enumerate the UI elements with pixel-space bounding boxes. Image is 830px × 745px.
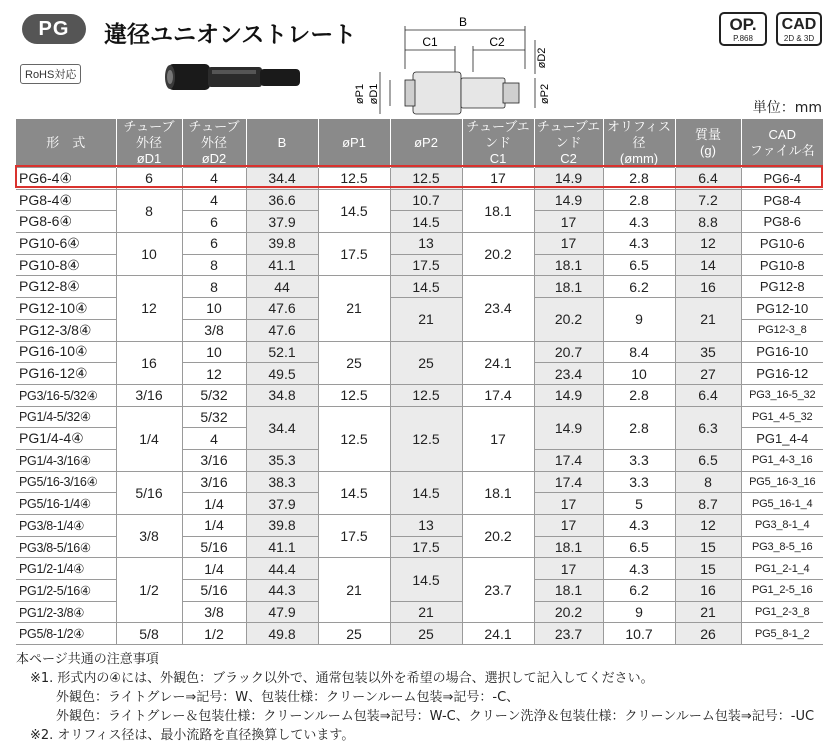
cell-c2: 14.9 — [534, 189, 603, 211]
cell-cad[interactable]: PG5_16-1_4 — [741, 493, 823, 515]
cell-model: PG16-10④ — [16, 341, 116, 363]
cell-orifice: 8.4 — [603, 341, 675, 363]
cell-mass: 35 — [675, 341, 741, 363]
cell-d2: 10 — [182, 341, 246, 363]
cell-c2: 17 — [534, 558, 603, 580]
product-photo — [160, 50, 310, 100]
cell-d2: 3/16 — [182, 471, 246, 493]
cell-c2: 17.4 — [534, 471, 603, 493]
table-row — [16, 406, 823, 428]
cell-d1: 1/4 — [116, 406, 182, 471]
cell-p2: 14.5 — [390, 276, 462, 298]
cell-cad[interactable]: PG3_8-5_16 — [741, 536, 823, 558]
cell-c1: 24.1 — [462, 341, 534, 384]
col-header-d1: チューブ外径 øD1 — [116, 119, 182, 168]
cell-orifice: 3.3 — [603, 471, 675, 493]
cell-model: PG6-4④ — [16, 168, 116, 190]
diagram-label-p2: øP2 — [539, 83, 551, 105]
note-1a: 外観色：ライトグレー⇒記号：W、包装仕様：クリーンルーム包装⇒記号：-C、 — [56, 690, 520, 705]
cell-orifice: 4.3 — [603, 211, 675, 233]
cell-cad[interactable]: PG12-3_8 — [741, 319, 823, 341]
col-header-p1: øP1 — [318, 119, 390, 168]
cell-p2: 10.7 — [390, 189, 462, 211]
cell-c2: 20.2 — [534, 601, 603, 623]
cell-p1: 12.5 — [318, 384, 390, 406]
cell-cad[interactable]: PG5_16-3_16 — [741, 471, 823, 493]
cell-mass: 8.7 — [675, 493, 741, 515]
cell-d2: 4 — [182, 168, 246, 190]
diagram-label-d2: øD2 — [536, 47, 548, 69]
cell-model: PG5/16-1/4④ — [16, 493, 116, 515]
cell-b: 41.1 — [246, 536, 318, 558]
cell-orifice: 6.2 — [603, 580, 675, 602]
col-header-orifice: オリフィス径 (ømm) — [603, 119, 675, 168]
cell-c2: 18.1 — [534, 254, 603, 276]
cell-cad[interactable]: PG6-4 — [741, 168, 823, 190]
cell-d2: 4 — [182, 428, 246, 450]
note-1b: 外観色：ライトグレー＆包装仕様：クリーンルーム包装⇒記号：W-C、クリーン洗浄＆包装仕様：クリーンルーム包装⇒記号：-UC — [56, 709, 815, 724]
table-row — [16, 276, 823, 298]
cell-c2: 18.1 — [534, 276, 603, 298]
unit-label: 単位：mm — [752, 100, 822, 116]
diagram-label-d1: øD1 — [368, 83, 380, 105]
cell-c2: 17 — [534, 493, 603, 515]
cell-d1: 16 — [116, 341, 182, 384]
cell-orifice: 10 — [603, 363, 675, 385]
diagram-label-c2: C2 — [489, 35, 505, 49]
cell-mass: 27 — [675, 363, 741, 385]
cell-b: 37.9 — [246, 493, 318, 515]
cell-b: 44.4 — [246, 558, 318, 580]
cell-cad[interactable]: PG1_4-4 — [741, 428, 823, 450]
cell-d2: 8 — [182, 254, 246, 276]
cell-model: PG3/8-1/4④ — [16, 515, 116, 537]
cell-d1: 10 — [116, 233, 182, 276]
cell-d2: 5/16 — [182, 536, 246, 558]
cell-mass: 16 — [675, 276, 741, 298]
cell-d2: 10 — [182, 298, 246, 320]
cell-orifice: 2.8 — [603, 384, 675, 406]
cell-c2: 17 — [534, 515, 603, 537]
cell-orifice: 6.2 — [603, 276, 675, 298]
cad-badge[interactable] — [776, 12, 822, 46]
cell-cad[interactable]: PG8-4 — [741, 189, 823, 211]
cell-p2: 14.5 — [390, 471, 462, 514]
cell-b: 47.9 — [246, 601, 318, 623]
cell-b: 34.4 — [246, 168, 318, 190]
cell-cad[interactable]: PG16-12 — [741, 363, 823, 385]
table-row — [16, 233, 823, 255]
col-header-p2: øP2 — [390, 119, 462, 168]
cell-d2: 6 — [182, 211, 246, 233]
cell-d2: 5/32 — [182, 384, 246, 406]
cell-b: 36.6 — [246, 189, 318, 211]
cell-d2: 1/4 — [182, 515, 246, 537]
cell-d2: 3/8 — [182, 601, 246, 623]
col-header-mass: 質量 (g) — [675, 119, 741, 168]
cell-p2: 13 — [390, 515, 462, 537]
cell-p2: 21 — [390, 601, 462, 623]
cell-mass: 14 — [675, 254, 741, 276]
cell-model: PG8-4④ — [16, 189, 116, 211]
cell-p1: 25 — [318, 341, 390, 384]
cell-c2: 18.1 — [534, 580, 603, 602]
cell-p2: 17.5 — [390, 254, 462, 276]
note-2: ※2. オリフィス径は、最小流路を直径換算しています。 — [30, 728, 355, 743]
cell-p2: 25 — [390, 341, 462, 384]
cell-mass: 8 — [675, 471, 741, 493]
cell-d2: 5/16 — [182, 580, 246, 602]
cell-d2: 1/4 — [182, 493, 246, 515]
cell-mass: 15 — [675, 558, 741, 580]
cell-model: PG1/2-5/16④ — [16, 580, 116, 602]
cell-model: PG5/8-1/2④ — [16, 623, 116, 645]
cell-d2: 12 — [182, 363, 246, 385]
cell-model: PG1/4-5/32④ — [16, 406, 116, 428]
cell-p2: 13 — [390, 233, 462, 255]
cell-orifice: 6.5 — [603, 536, 675, 558]
cell-cad[interactable]: PG1_2-3_8 — [741, 601, 823, 623]
cell-model: PG5/16-3/16④ — [16, 471, 116, 493]
cell-d1: 3/16 — [116, 384, 182, 406]
op-label: OP. — [729, 15, 757, 34]
cell-model: PG10-8④ — [16, 254, 116, 276]
cell-b: 39.8 — [246, 515, 318, 537]
cell-mass: 7.2 — [675, 189, 741, 211]
cell-p1: 21 — [318, 276, 390, 341]
cell-c1: 23.7 — [462, 558, 534, 623]
cell-d1: 8 — [116, 189, 182, 232]
table-row — [16, 384, 823, 406]
cell-d1: 12 — [116, 276, 182, 341]
cell-c1: 18.1 — [462, 189, 534, 232]
cell-cad[interactable]: PG16-10 — [741, 341, 823, 363]
cell-p2: 12.5 — [390, 406, 462, 471]
cell-model: PG12-8④ — [16, 276, 116, 298]
cell-d2: 3/8 — [182, 319, 246, 341]
cell-p1: 17.5 — [318, 233, 390, 276]
notes-section — [16, 650, 814, 745]
cell-c2: 17 — [534, 233, 603, 255]
col-header-d2: チューブ外径 øD2 — [182, 119, 246, 168]
table-row — [16, 515, 823, 537]
cell-c1: 23.4 — [462, 276, 534, 341]
cell-mass: 26 — [675, 623, 741, 645]
op-page: P.868 — [733, 34, 753, 43]
cell-c1: 20.2 — [462, 515, 534, 558]
cell-p2: 14.5 — [390, 558, 462, 601]
cell-b: 44.3 — [246, 580, 318, 602]
cell-p2: 25 — [390, 623, 462, 645]
dimension-diagram — [345, 14, 555, 124]
cell-orifice: 9 — [603, 601, 675, 623]
cell-model: PG3/16-5/32④ — [16, 384, 116, 406]
cell-c2: 18.1 — [534, 536, 603, 558]
cell-p2: 14.5 — [390, 211, 462, 233]
page-title: 違径ユニオンストレート — [104, 22, 357, 48]
cell-orifice: 5 — [603, 493, 675, 515]
notes-heading: 本ページ共通の注意事項 — [16, 652, 159, 667]
cell-b: 41.1 — [246, 254, 318, 276]
cell-cad[interactable]: PG3_8-1_4 — [741, 515, 823, 537]
cell-orifice: 2.8 — [603, 406, 675, 449]
cell-b: 35.3 — [246, 449, 318, 471]
cell-mass: 21 — [675, 601, 741, 623]
cell-model: PG1/4-4④ — [16, 428, 116, 450]
cell-b: 52.1 — [246, 341, 318, 363]
cell-c1: 20.2 — [462, 233, 534, 276]
cell-cad[interactable]: PG3_16-5_32 — [741, 384, 823, 406]
cad-label: CAD — [781, 16, 817, 33]
cell-model: PG1/2-1/4④ — [16, 558, 116, 580]
cell-model: PG3/8-5/16④ — [16, 536, 116, 558]
cell-d2: 1/2 — [182, 623, 246, 645]
cell-d2: 4 — [182, 189, 246, 211]
cell-orifice: 4.3 — [603, 233, 675, 255]
cell-orifice: 4.3 — [603, 515, 675, 537]
cell-mass: 12 — [675, 233, 741, 255]
cell-model: PG8-6④ — [16, 211, 116, 233]
cell-c2: 20.7 — [534, 341, 603, 363]
cell-c2: 14.9 — [534, 384, 603, 406]
cell-p1: 12.5 — [318, 168, 390, 190]
col-header-c2: チューブエンド C2 — [534, 119, 603, 168]
cell-b: 47.6 — [246, 319, 318, 341]
cell-b: 49.5 — [246, 363, 318, 385]
cell-c2: 23.7 — [534, 623, 603, 645]
table-row — [16, 341, 823, 363]
cell-model: PG12-10④ — [16, 298, 116, 320]
cell-c2: 14.9 — [534, 168, 603, 190]
cell-cad[interactable]: PG10-6 — [741, 233, 823, 255]
cell-cad[interactable]: PG12-10 — [741, 298, 823, 320]
cell-p2: 17.5 — [390, 536, 462, 558]
cell-p1: 17.5 — [318, 515, 390, 558]
cell-mass: 6.4 — [675, 168, 741, 190]
cell-p1: 14.5 — [318, 471, 390, 514]
cell-d1: 5/16 — [116, 471, 182, 514]
table-row — [16, 471, 823, 493]
cell-model: PG1/2-3/8④ — [16, 601, 116, 623]
table-row — [16, 623, 823, 645]
col-header-cad: CAD ファイル名 — [741, 119, 823, 168]
cell-p2: 12.5 — [390, 384, 462, 406]
cell-d2: 6 — [182, 233, 246, 255]
cell-mass: 21 — [675, 298, 741, 341]
cell-mass: 12 — [675, 515, 741, 537]
diagram-label-c1: C1 — [422, 35, 438, 49]
cell-orifice: 6.5 — [603, 254, 675, 276]
cell-p1: 25 — [318, 623, 390, 645]
cell-d2: 3/16 — [182, 449, 246, 471]
cell-orifice: 2.8 — [603, 168, 675, 190]
cell-model: PG16-12④ — [16, 363, 116, 385]
cell-c1: 17.4 — [462, 384, 534, 406]
diagram-label-p1: øP1 — [354, 83, 366, 105]
spec-table — [16, 119, 823, 645]
table-row — [16, 168, 823, 190]
cell-orifice: 10.7 — [603, 623, 675, 645]
cell-model: PG12-3/8④ — [16, 319, 116, 341]
cell-cad[interactable]: PG12-8 — [741, 276, 823, 298]
cell-orifice: 9 — [603, 298, 675, 341]
cell-d1: 1/2 — [116, 558, 182, 623]
cell-c1: 18.1 — [462, 471, 534, 514]
cad-sub: 2D & 3D — [783, 34, 815, 43]
cell-c2: 17 — [534, 211, 603, 233]
cell-p1: 21 — [318, 558, 390, 623]
table-row — [16, 189, 823, 211]
cell-b: 49.8 — [246, 623, 318, 645]
cell-b: 34.8 — [246, 384, 318, 406]
diagram-label-b: B — [458, 15, 468, 29]
cell-cad[interactable]: PG1_2-5_16 — [741, 580, 823, 602]
cell-orifice: 2.8 — [603, 189, 675, 211]
note-1: ※1. 形式内の④には、外観色：ブラック以外で、通常包装以外を希望の場合、選択して記入してください。 — [30, 671, 654, 686]
cell-cad[interactable]: PG5_8-1_2 — [741, 623, 823, 645]
cell-b: 37.9 — [246, 211, 318, 233]
cell-mass: 6.4 — [675, 384, 741, 406]
cell-c2: 20.2 — [534, 298, 603, 341]
cell-b: 39.8 — [246, 233, 318, 255]
cell-orifice: 4.3 — [603, 558, 675, 580]
cell-b: 34.4 — [246, 406, 318, 449]
cell-mass: 6.5 — [675, 449, 741, 471]
cell-mass: 6.3 — [675, 406, 741, 449]
series-badge: PG — [22, 14, 86, 44]
cell-c1: 17 — [462, 406, 534, 471]
op-page-badge[interactable] — [719, 12, 767, 46]
cell-d1: 6 — [116, 168, 182, 190]
cell-b: 47.6 — [246, 298, 318, 320]
cell-c2: 23.4 — [534, 363, 603, 385]
cell-d2: 5/32 — [182, 406, 246, 428]
table-row — [16, 558, 823, 580]
cell-c2: 17.4 — [534, 449, 603, 471]
cell-mass: 8.8 — [675, 211, 741, 233]
cell-d1: 3/8 — [116, 515, 182, 558]
cell-model: PG10-6④ — [16, 233, 116, 255]
cell-b: 38.3 — [246, 471, 318, 493]
table-header-row — [16, 119, 823, 168]
cell-d2: 1/4 — [182, 558, 246, 580]
col-header-model: 形 式 — [16, 119, 116, 168]
cell-cad[interactable]: PG8-6 — [741, 211, 823, 233]
cell-cad[interactable]: PG10-8 — [741, 254, 823, 276]
cell-cad[interactable]: PG1_4-3_16 — [741, 449, 823, 471]
cell-c1: 24.1 — [462, 623, 534, 645]
col-header-c1: チューブエンド C1 — [462, 119, 534, 168]
cell-model: PG1/4-3/16④ — [16, 449, 116, 471]
cell-p2: 21 — [390, 298, 462, 341]
col-header-b: B — [246, 119, 318, 168]
cell-c2: 14.9 — [534, 406, 603, 449]
cell-cad[interactable]: PG1_4-5_32 — [741, 406, 823, 428]
cell-cad[interactable]: PG1_2-1_4 — [741, 558, 823, 580]
cell-mass: 15 — [675, 536, 741, 558]
cell-d2: 8 — [182, 276, 246, 298]
cell-c1: 17 — [462, 168, 534, 190]
cell-b: 44 — [246, 276, 318, 298]
cell-orifice: 3.3 — [603, 449, 675, 471]
cell-p1: 12.5 — [318, 406, 390, 471]
cell-p1: 14.5 — [318, 189, 390, 232]
rohs-badge: RoHS対応 — [20, 64, 81, 84]
cell-mass: 16 — [675, 580, 741, 602]
cell-d1: 5/8 — [116, 623, 182, 645]
cell-p2: 12.5 — [390, 168, 462, 190]
